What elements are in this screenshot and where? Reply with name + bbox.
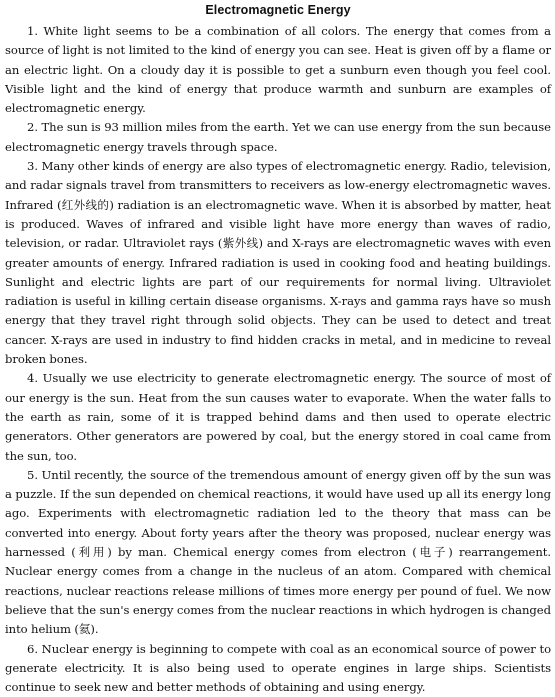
paragraph-2: 2. The sun is 93 million miles from the earth. Yet we can use energy from the sun because electromagnetic energy travels through space. [5,118,551,157]
paragraph-1: 1. White light seems to be a combination of all colors. The energy that comes from a source of light is not limited to the kind of energy you can see. Heat is given off by a flame or an electric light. On a cloudy day it is possible to get a sunburn even though you feel cool. Visible light and the kind of energy that produce warmth and sunburn are examples of electromagnetic energy. [5,22,551,118]
paragraph-6: 6. Nuclear energy is beginning to compete with coal as an economical source of power to generate electricity. It is also being used to operate engines in large ships. Scientists continue to seek new and better methods of obtaining and using energy. [5,640,551,697]
paragraph-4: 4. Usually we use electricity to generate electromagnetic energy. The source of most of our energy is the sun. Heat from the sun causes water to evaporate. When the water falls to the earth as rain, some of it is trapped behind dams and then used to operate electric generators. Other generators are powered by coal, but the energy stored in coal came from the sun, too. [5,369,551,465]
paragraph-3: 3. Many other kinds of energy are also types of electromagnetic energy. Radio, television, and radar signals travel from transmitters to receivers as low-energy electromagnetic waves. Infrared (红外线的) radiation is an electromagnetic wave. When it is absorbed by matter, heat is produced. Waves of infrared and visible light have more energy than waves of radio, television, or radar. Ultraviolet rays (紫外线) and X-rays are electromagnetic waves with even greater amounts of energy. Infrared radiation is used in cooking food and heating buildings. Sunlight and electric lights are part of our requirements for normal living. Ultraviolet radiation is useful in killing certain disease organisms. X-rays and gamma rays have so mush energy that they travel right through solid objects. They can be used to detect and treat cancer. X-rays are used in industry to find hidden cracks in metal, and in medicine to reveal broken bones. [5,157,551,369]
document-title: Electromagnetic Energy [5,2,551,18]
paragraph-5: 5. Until recently, the source of the tremendous amount of energy given off by the sun was a puzzle. If the sun depended on chemical reactions, it would have used up all its energy long ago. Experiments with electromagnetic radiation led to the theory that mass can be converted into energy. About forty years after the theory was proposed, nuclear energy was harnessed (利用) by man. Chemical energy comes from electron (电子) rearrangement. Nuclear energy comes from a change in the nucleus of an atom. Compared with chemical reactions, nuclear reactions release millions of times more energy per pound of fuel. We now believe that the sun's energy comes from the nuclear reactions in which hydrogen is changed into helium (氦). [5,466,551,640]
